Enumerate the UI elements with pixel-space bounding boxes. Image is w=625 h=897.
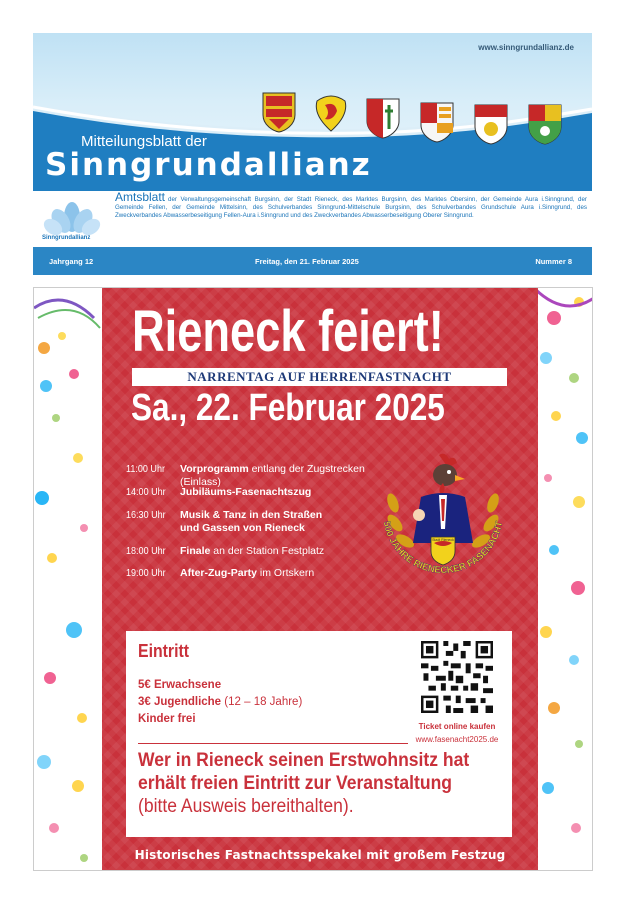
divider <box>138 743 408 744</box>
issue-info-bar <box>33 247 592 275</box>
schedule-desc: Vorprogramm entlang der Zugstrecken (Einlass) <box>180 463 365 488</box>
crest-aura-icon <box>527 103 563 145</box>
crest-burgsinn-icon <box>261 91 297 133</box>
poster-date: Sa., 22. Februar 2025 <box>131 387 445 429</box>
amtsblatt-section <box>33 191 592 247</box>
crest-fellen-icon <box>473 103 509 145</box>
schedule-desc: Musik & Tanz in den Straßen und Gassen von Rieneck <box>180 509 323 534</box>
newsletter-header <box>33 33 592 273</box>
schedule-time: 14:00 Uhr <box>126 486 166 498</box>
poster-subheadline: NARRENTAG AUF HERRENFASTNACHT <box>132 368 507 386</box>
anniversary-badge <box>369 453 517 593</box>
badge-arc-text: 500 JAHRE RIENECKER FASENACHT <box>380 520 506 577</box>
site-url[interactable]: www.sinngrundallianz.de <box>478 43 574 52</box>
rooster-mascot-icon <box>413 454 473 543</box>
badge-shield-label: Stadt Rieneck <box>432 538 454 542</box>
logo-label: Sinngrundallianz <box>42 235 91 241</box>
price-list <box>138 677 302 728</box>
schedule-desc: After-Zug-Party im Ortskern <box>180 567 315 579</box>
poster-footer: Historisches Fastnachtsspekakel mit großem Festzug <box>134 848 506 862</box>
crest-mittelsinn-icon <box>365 97 401 139</box>
header-banner <box>33 33 592 191</box>
admission-box <box>126 631 512 837</box>
schedule-time: 16:30 Uhr <box>126 509 166 521</box>
ticket-url-link[interactable]: www.fasenacht2025.de <box>415 735 499 744</box>
amtsblatt-text: der Verwaltungsgemeinschaft Burgsinn, der Stadt Rieneck, des Marktes Burgsinn, des Marktes Obersinn, der Gemeinde Aura i.Sinngrund, der Gemeinde Fellen, der Gemeinde Mittelsinn, des Schulverbandes Sinngrund-Mittelschule Burgsinn, des Schulverbandes Grundschule Aura i.Sinngrund, des Zweckverbandes Abwasserbeseitigung Fellen-Aura i.Sinngrund und des Zweckverbandes Abwasserbeseitigung Oberer Sinngrund. <box>115 196 587 220</box>
ticket-online-label: Ticket online kaufen <box>418 722 496 731</box>
amtsblatt-label: Amtsblatt <box>115 190 166 204</box>
crest-obersinn-icon <box>419 101 455 143</box>
admission-title: Eintritt <box>138 641 190 661</box>
notice-line: erhält freien Eintritt zur Veranstaltung <box>138 772 453 794</box>
jahrgang: Jahrgang 12 <box>49 257 94 266</box>
event-poster <box>33 287 593 871</box>
amtsblatt-description <box>115 190 587 220</box>
price-item: Kinder frei <box>138 713 196 725</box>
schedule-time: 18:00 Uhr <box>126 545 166 557</box>
schedule-time: 11:00 Uhr <box>126 463 165 475</box>
price-item: 3€ Jugendliche (12 – 18 Jahre) <box>138 696 303 708</box>
issue-number: Nummer 8 <box>535 257 572 266</box>
free-entry-notice <box>138 749 494 818</box>
ticket-qr-code-icon[interactable] <box>421 641 493 713</box>
crest-rieneck-icon <box>313 93 349 133</box>
notice-line: (bitte Ausweis bereithalten). <box>138 795 354 817</box>
schedule-time: 19:00 Uhr <box>126 567 166 579</box>
notice-line: Wer in Rieneck seinen Erstwohnsitz hat <box>138 749 470 771</box>
poster-headline: Rieneck feiert! <box>132 299 444 364</box>
schedule-desc: Jubiläums-Fasenachtszug <box>180 486 312 498</box>
price-item: 5€ Erwachsene <box>138 679 222 691</box>
issue-date: Freitag, den 21. Februar 2025 <box>255 257 359 266</box>
title-big: Sinngrundallianz <box>45 147 372 183</box>
schedule-desc: Finale an der Station Festplatz <box>180 545 325 557</box>
title-small: Mitteilungsblatt der <box>81 133 207 150</box>
